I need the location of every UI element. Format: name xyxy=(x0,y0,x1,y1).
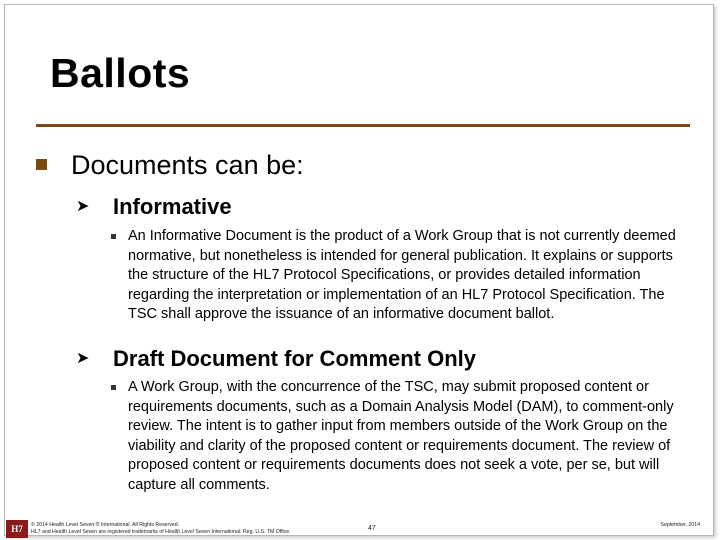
small-square-bullet-icon xyxy=(111,234,116,239)
arrow-bullet-icon: ➤ xyxy=(76,350,90,368)
informative-heading: Informative xyxy=(113,194,232,219)
page-number: 47 xyxy=(368,525,376,532)
draft-heading: Draft Document for Comment Only xyxy=(113,346,477,371)
footer xyxy=(6,520,706,538)
small-square-bullet-icon xyxy=(111,385,116,390)
footer-copyright: © 2014 Health Level Seven ® International. All Rights Reserved. xyxy=(31,522,180,528)
informative-body: An Informative Document is the product of a Work Group that is not currently deemed normative, but nonetheless is intended for general publication. It explains or supports the structure of the HL7 Protocol Specifications, or provides detailed information regarding the interpretation or implementation of an HL7 Protocol Specification. The TSC shall approve the issuance of an informative document ballot. xyxy=(128,228,676,323)
draft-body: A Work Group, with the concurrence of the TSC, may submit proposed content or requirements documents, such as a Domain Analysis Model (DAM), to comment-only review. The intent is to gather input from members outside of the Work Group on the viability and clarity of the proposed content or requirements document. The review of proposed content or requirements documents does not seek a vote, per se, but will capture all comments. xyxy=(128,379,674,493)
square-bullet-icon xyxy=(36,159,47,170)
bullet-informative xyxy=(76,194,232,220)
footer-trademark: HL7 and Health Level Seven are registered trademarks of Health Level Seven International. Reg. U.S. TM Office. xyxy=(31,529,291,535)
bullet-level1 xyxy=(36,150,304,181)
title-divider xyxy=(36,124,690,127)
hl7-logo: H7 xyxy=(6,520,28,538)
footer-date: September, 2014 xyxy=(660,522,700,528)
bullet-draft-document xyxy=(76,346,476,372)
level1-text: Documents can be: xyxy=(71,150,304,180)
footer-legal xyxy=(31,522,361,536)
slide-title: Ballots xyxy=(50,50,191,96)
arrow-bullet-icon: ➤ xyxy=(76,198,90,216)
